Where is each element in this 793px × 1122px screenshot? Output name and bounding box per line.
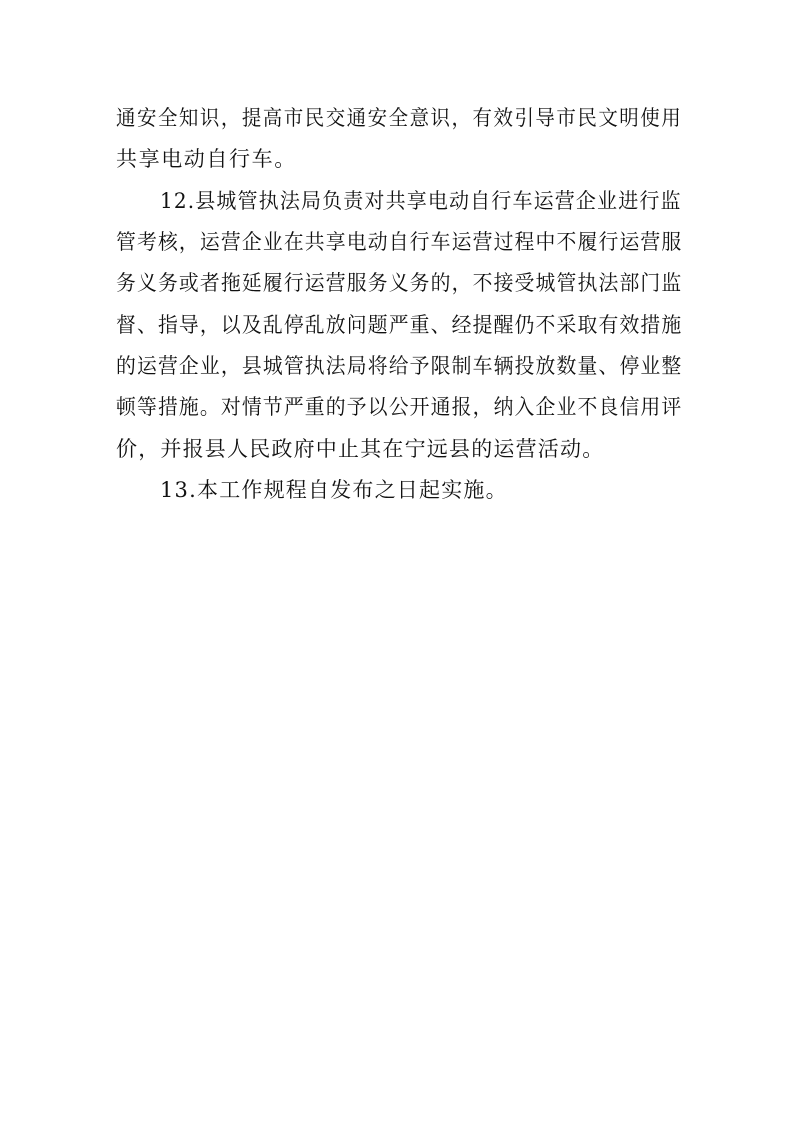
paragraph-line: 督、指导，以及乱停乱放问题严重、经提醒仍不采取有效措施 [116,313,683,337]
paragraph-line: 共享电动自行车。 [116,147,297,171]
paragraph-line: 管考核，运营企业在共享电动自行车运营过程中不履行运营服 [116,230,683,254]
paragraph-line-item-13: 13.本工作规程自发布之日起实施。 [160,478,508,502]
paragraph-line: 通安全知识，提高市民交通安全意识，有效引导市民文明使用 [116,106,683,130]
paragraph-line: 顿等措施。对情节严重的予以公开通报，纳入企业不良信用评 [116,395,683,419]
paragraph-line: 价，并报县人民政府中止其在宁远县的运营活动。 [116,437,605,461]
paragraph-line-item-12: 12.县城管执法局负责对共享电动自行车运营企业进行监 [160,189,682,213]
paragraph-line: 的运营企业，县城管执法局将给予限制车辆投放数量、停业整 [116,354,683,378]
paragraph-line: 务义务或者拖延履行运营服务义务的，不接受城管执法部门监 [116,271,683,295]
